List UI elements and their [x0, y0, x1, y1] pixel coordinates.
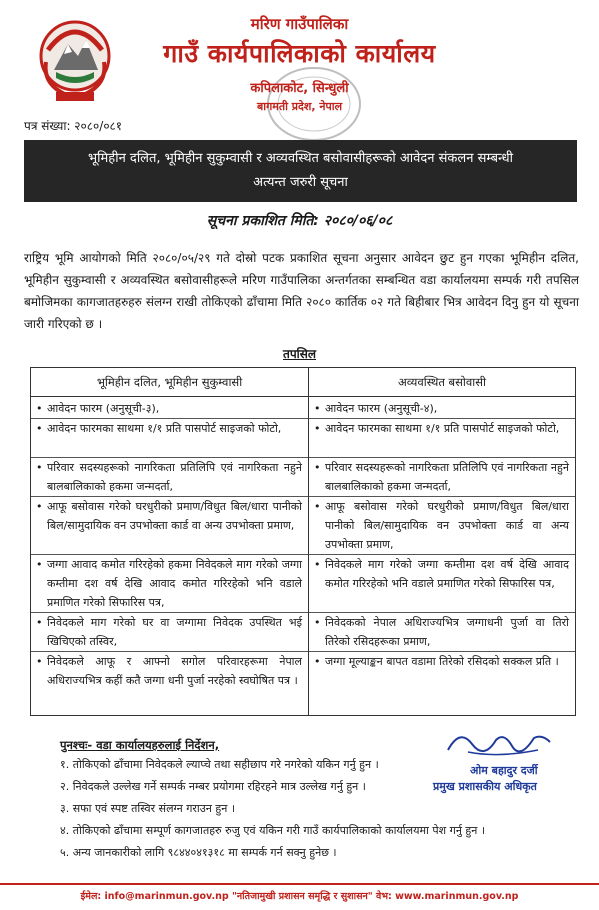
requirements-table — [30, 367, 576, 716]
list-item: • निवेदकले माग गरेको घर वा जग्गामा निवेदक उपस्थित भई खिचिएको तस्विर, — [31, 612, 308, 651]
published-date: सूचना प्रकाशित मिति: २०८०/०६/०८ — [206, 213, 393, 229]
note-item: २. निवेदकले उल्लेख गर्ने सम्पर्क नम्बर प्रयोगमा रहिरहने मात्र उल्लेख गर्नु हुन । — [60, 780, 366, 793]
note-item: १. तोकिएको ढाँचामा निवेदकले ल्याप्चे तथा सहीछाप गरे नगरेको यकिन गर्नु हुन । — [60, 758, 379, 771]
banner-subtitle: अत्यन्त जरुरी सूचना — [253, 175, 348, 190]
tapsil-heading: तपसिल — [282, 347, 316, 361]
signatory-name: ओम बहादुर दर्जी — [470, 764, 538, 777]
banner-title: भूमिहीन दलित, भूमिहीन सुकुम्वासी र अव्यवस्थित बसोवासीहरूको आवेदन संकलन सम्बन्धी — [88, 151, 513, 166]
list-item: • आवेदन फारम (अनुसूची-४), — [309, 399, 575, 418]
list-item: • जग्गा आवाद कमोत गरिरहेको हकमा निवेदकले माग गरेको जग्गा कम्तीमा दश वर्ष देखि आवाद कमोत गरिरहेको भनि वडाले प्रमाणित गरेको सिफारिस पत्र, — [31, 554, 308, 612]
municipality-name: मरिण गाउँपालिका — [250, 15, 349, 33]
list-item: • आफू बसोवास गरेको घरधुरीको प्रमाण/विधुत बिल/धारा पानीको बिल/सामुदायिक वन उपभोक्ता कार्ड वा अन्य उपभोक्ता प्रमाण, — [31, 496, 308, 535]
list-item: • परिवार सदस्यहरूको नागरिकता प्रतिलिपि एवं नागरिकता नहुने बालबालिकाको हकमा जन्मदर्ता, — [31, 457, 308, 496]
col2-header: अव्यवस्थित बसोवासी — [309, 368, 575, 397]
list-item: • निवेदकको नेपाल अधिराज्यभित्र जग्गाधनी पुर्जा वा तिरो तिरेको रसिदहरूका प्रमाण, — [309, 612, 575, 651]
list-item: • जग्गा मूल्याङ्कन बापत वडामा तिरेको रसिदको सक्कल प्रति । — [309, 651, 575, 671]
office-name: गाउँ कार्यपालिकाको कार्यालय — [163, 39, 436, 68]
notice-body: राष्ट्रिय भूमि आयोगको मिति २०८०/०५/२९ गते दोस्रो पटक प्रकाशित सूचना अनुसार आवेदन छुट हुन गएका भूमिहीन दलित, भूमिहीन सुकुम्वासी र अव्यवस्थित बसोवासीहरूले मरिण गाउँपालिका अन्तर्गतका सम्बन्धित वडा कार्यालयमा सम्पर्क गरी तपसिल बमोजिमका कागजातहरुहरु संलग्न राखी तोकिएको ढाँचामा मिति २०८० कार्तिक ०२ गते बिहीबार भित्र आवेदन दिनु हुन यो सूचना जारी गरिएको छ । — [24, 251, 579, 331]
list-item: • आवेदन फारम (अनुसूची-३), — [31, 399, 308, 418]
notice-banner — [24, 140, 577, 202]
col2-list — [309, 397, 575, 715]
note-item: ४. तोकिएको ढाँचामा सम्पूर्ण कागजातहरु रुजु एवं यकिन गरी गाउँ कार्यपालिकाको कार्यालयमा पेश गर्नु हुन । — [60, 824, 486, 837]
footer-divider — [0, 883, 599, 885]
province-name: बागमती प्रदेश, नेपाल — [256, 100, 343, 113]
list-item: • निवेदकले आफू र आफ्नो सगोल परिवारहरूमा नेपाल अधिराज्यभित्र कहीं कतै जग्गा धनी पुर्जा नरहेको स्वघोषित पत्र । — [31, 651, 308, 690]
office-address: कपिलाकोट, सिन्धुली — [250, 81, 349, 96]
col1-header: भूमिहीन दलित, भूमिहीन सुकुम्वासी — [31, 368, 309, 397]
list-item: • आवेदन फारमका साथमा १/१ प्रति पासपोर्ट साइजको फोटो, — [309, 418, 575, 438]
list-item: • आवेदन फारमका साथमा १/१ प्रति पासपोर्ट साइजको फोटो, — [31, 418, 308, 438]
list-item: • निवेदकले माग गरेको जग्गा कम्तीमा दश वर्ष देखि आवाद कमोत गरिरहेको भनि वडाले प्रमाणित गरेको सिफारिस पत्र, — [309, 554, 575, 593]
note-item: ३. सफा एवं स्पष्ट तस्विर संलग्न गराउन हुन । — [60, 802, 235, 815]
reference-number: पत्र संख्या: २०८०/०८१ — [24, 119, 123, 133]
list-item: • आफू बसोवास गरेको घरधुरीको प्रमाण/विधुत बिल/धारा पानीको बिल/सामुदायिक वन उपभोक्ता कार्ड वा अन्य उपभोक्ता प्रमाण, — [309, 496, 575, 554]
list-item: • परिवार सदस्यहरूको नागरिकता प्रतिलिपि एवं नागरिकता नहुने बालबालिकाको हकमा जन्मदर्ता, — [309, 457, 575, 496]
footer-contact: ईमेल: info@marinmun.gov.np "नतिजामुखी प्रशासन समृद्धि र सुशासन" वेभ: www.marinmun.gov.np — [80, 891, 519, 902]
signature-image — [438, 722, 558, 762]
col1-list — [31, 397, 309, 715]
note-item: ५. अन्य जानकारीको लागि ९८४४०४१३१८ मा सम्पर्क गर्न सक्नु हुनेछ । — [60, 846, 337, 859]
notes-title: पुनश्चः- वडा कार्यालयहरुलाई निर्देशन, — [60, 738, 220, 752]
signatory-title: प्रमुख प्रशासकीय अधिकृत — [433, 780, 537, 793]
